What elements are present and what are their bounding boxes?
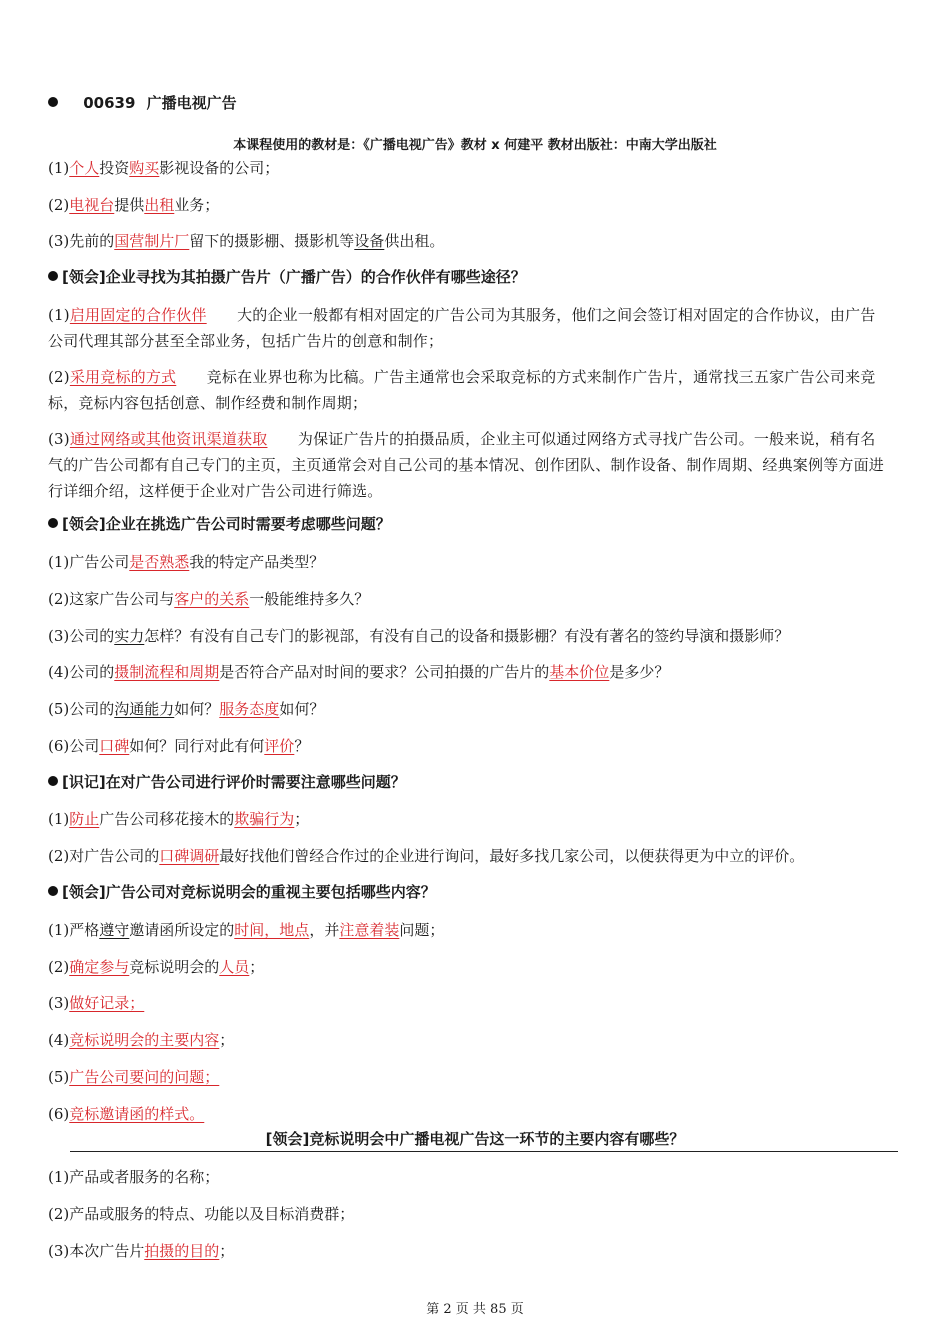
page-number: 第 2 页 共 85 页 [426, 1302, 524, 1317]
list-item: (5)公司的沟通能力如何？服务态度如何？ [48, 700, 325, 718]
list-item: (1)广告公司是否熟悉我的特定产品类型？ [48, 553, 325, 571]
question-heading: [领会]企业在挑选广告公司时需要考虑哪些问题？ [48, 514, 391, 534]
course-title: 广播电视广告 [146, 94, 237, 112]
list-item: (4)竞标说明会的主要内容； [48, 1031, 235, 1049]
list-item: (2)对广告公司的口碑调研最好找他们曾经合作过的企业进行询问，最好多找几家公司，以便获得更为中立的评价。 [48, 847, 805, 865]
list-item: (1)防止广告公司移花接木的欺骗行为； [48, 810, 310, 828]
list-item: (6)公司口碑如何？同行对此有何评价？ [48, 737, 310, 755]
list-item: (2)这家广告公司与客户的关系一般能维持多久？ [48, 590, 370, 608]
bullet-icon [48, 776, 58, 786]
answer-paragraph: (2)采用竞标的方式 竞标在业界也称为比稿。广告主通常也会采取竞标的方式来制作广告片，通常找三五家广告公司来竞标，竞标内容包括创意、制作经费和制作周期； [48, 368, 876, 412]
answer-paragraph: (3)通过网络或其他资讯渠道获取 为保证广告片的拍摄品质，企业主可似通过网络方式寻找广告公司。一般来说，稍有名气的广告公司都有自己专门的主页，主页通常会对自己公司的基本情况、创作团队、制作设备、制作周期、经典案例等方面进行详细介绍，这样便于企业对广告公司进行筛选。 [48, 430, 885, 500]
list-item: (5)广告公司要问的问题； [48, 1068, 220, 1086]
course-heading [48, 93, 237, 113]
bullet-icon [48, 271, 58, 281]
list-item: (3)先前的国营制片厂留下的摄影棚、摄影机等设备供出租。 [48, 232, 445, 250]
course-code: 00639 [83, 94, 136, 112]
textbook-info: 本课程使用的教材是：《广播电视广告》教材 x 何建平 教材出版社：中南大学出版社 [233, 138, 717, 153]
answer-paragraph: (1)启用固定的合作伙伴 大的企业一般都有相对固定的广告公司为其服务，他们之间会签订相对固定的合作协议，由广告公司代理其部分甚至全部业务，包括广告片的创意和制作； [48, 306, 876, 350]
list-item: (1)严格遵守邀请函所设定的时间，地点，并注意着装问题； [48, 921, 445, 939]
list-item: (1)个人投资购买影视设备的公司； [48, 159, 280, 177]
list-item: (6)竞标邀请函的样式。 [48, 1105, 205, 1123]
question-heading: [识记]在对广告公司进行评价时需要注意哪些问题？ [48, 772, 406, 792]
list-item: (3)做好记录； [48, 994, 145, 1012]
list-item: (2)电视台提供出租业务； [48, 196, 220, 214]
question-heading: [领会]广告公司对竞标说明会的重视主要包括哪些内容？ [48, 882, 436, 902]
question-heading: [领会]企业寻找为其拍摄广告片（广播广告）的合作伙伴有哪些途径？ [48, 267, 526, 287]
question-heading: [领会]竞标说明会中广播电视广告这一环节的主要内容有哪些？ [265, 1130, 685, 1148]
divider [70, 1151, 898, 1152]
list-item: (4)公司的摄制流程和周期是否符合产品对时间的要求？公司拍摄的广告片的基本价位是多少？ [48, 663, 670, 681]
list-item: (1)产品或者服务的名称； [48, 1168, 220, 1186]
bullet-icon [48, 886, 58, 896]
list-item: (3)本次广告片拍摄的目的； [48, 1242, 235, 1260]
list-item: (3)公司的实力怎样？有没有自己专门的影视部，有没有自己的设备和摄影棚？有没有著名的签约导演和摄影师？ [48, 627, 790, 645]
bullet-icon [48, 518, 58, 528]
list-item: (2)产品或服务的特点、功能以及目标消费群； [48, 1205, 355, 1223]
list-item: (2)确定参与竞标说明会的人员； [48, 958, 265, 976]
bullet-icon [48, 97, 58, 107]
